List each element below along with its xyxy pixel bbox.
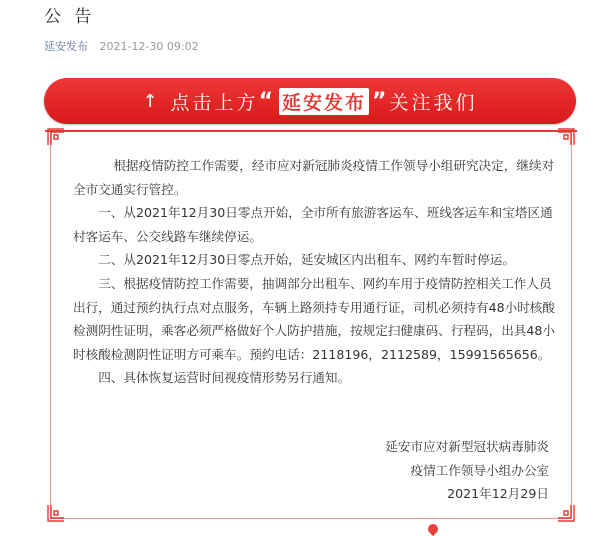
corner-ornament-icon: [557, 128, 575, 146]
banner-close-quote: ”: [372, 88, 390, 114]
signature-line: 疫情工作领导小组办公室: [410, 462, 549, 478]
corner-ornament-icon: [557, 504, 575, 522]
article-meta: [44, 38, 199, 54]
notice-paragraph: 三、根据疫情防控工作需要，抽调部分出租车、网约车用于疫情防控相关工作人员出行，通过预约执行点对点服务，车辆上路须持专用通行证，司机必须持有48小时核酸检测阴性证明，乘客必须严格做好个人防护措施，按规定扫健康码、行程码，出具48小时核酸检测阴性证明方可乘车。预约电话：2118196，2112589，15991565656。: [73, 275, 555, 362]
article-title: 公 告: [44, 7, 96, 27]
banner-brand-name: 延安发布: [279, 88, 369, 115]
notice-paragraph: 一、从2021年12月30日零点开始，全市所有旅游客运车、班线客运车和宝塔区通村客运车、公交线路车继续停运。: [73, 205, 553, 244]
frame-top-border: [45, 130, 577, 132]
notice-frame: [50, 130, 572, 519]
follow-banner[interactable]: [44, 78, 576, 124]
signature-date: 2021年12月29日: [447, 486, 549, 502]
banner-suffix: 关注我们: [389, 91, 478, 114]
corner-ornament-icon: [47, 504, 65, 522]
banner-open-quote: “: [258, 88, 277, 114]
source-account-link[interactable]: 延安发布: [44, 40, 88, 53]
up-arrow-icon: ↑: [142, 90, 161, 112]
notice-paragraph: 二、从2021年12月30日零点开始，延安城区内出租车、网约车暂时停运。: [98, 252, 515, 268]
notice-body: [73, 154, 559, 390]
notice-paragraph: 四、具体恢复运营时间视疫情形势另行通知。: [98, 370, 351, 386]
notice-paragraph: 根据疫情防控工作需要，经市应对新冠肺炎疫情工作领导小组研究决定，继续对全市交通实行管控。: [73, 158, 555, 197]
signature-line: 延安市应对新型冠状病毒肺炎: [385, 439, 549, 454]
notice-signature: [385, 435, 549, 506]
banner-prefix: 点击上方: [170, 91, 259, 114]
publish-datetime: 2021-12-30 09:02: [99, 40, 199, 53]
corner-ornament-icon: [47, 128, 65, 146]
